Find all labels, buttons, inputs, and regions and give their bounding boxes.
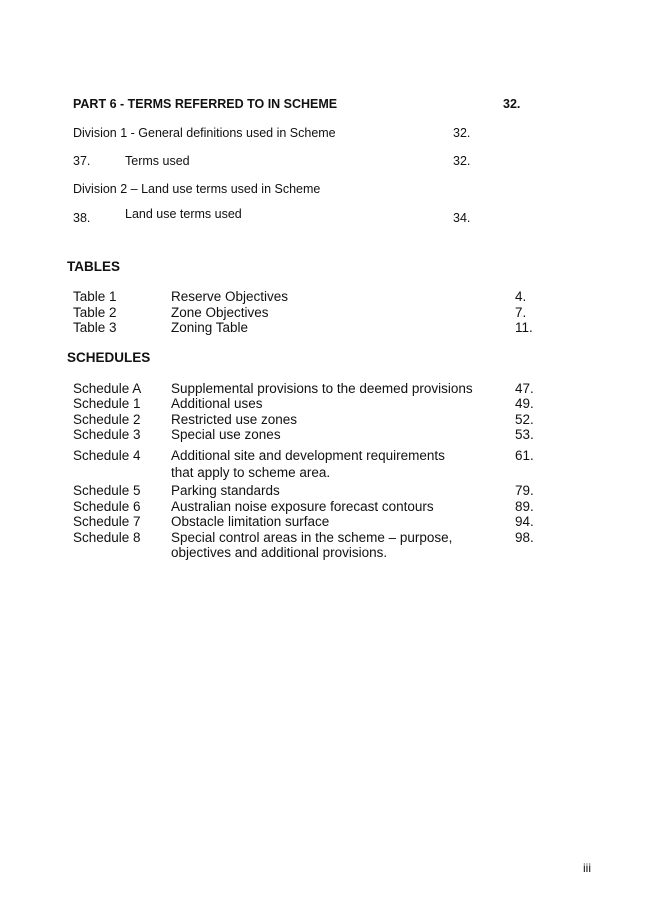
schedule-ref: Schedule 1 <box>73 396 141 411</box>
schedule-ref: Schedule 5 <box>73 483 141 498</box>
schedule-ref: Schedule 7 <box>73 514 141 529</box>
schedule-title: Restricted use zones <box>171 412 298 427</box>
schedule-page: 53. <box>515 427 534 442</box>
clause37-number: 37. <box>73 154 91 168</box>
table-title: Reserve Objectives <box>171 289 289 304</box>
schedule-ref: Schedule 2 <box>73 412 141 427</box>
schedule-page: 94. <box>515 514 534 529</box>
part-page-number: 32. <box>503 97 521 111</box>
schedule-title: Additional site and development requirements <box>171 448 445 463</box>
schedule-title-continued: objectives and additional provisions. <box>171 545 388 560</box>
schedule-title: Australian noise exposure forecast contours <box>171 499 434 514</box>
clause38-label: Land use terms used <box>125 207 242 221</box>
schedule-title-continued: that apply to scheme area. <box>171 465 331 480</box>
clause38-page: 34. <box>453 211 471 225</box>
schedule-ref: Schedule 3 <box>73 427 141 442</box>
tables-heading: TABLES <box>67 259 120 274</box>
table-title: Zoning Table <box>171 320 249 335</box>
table-page: 11. <box>515 320 533 335</box>
page-number: iii <box>583 861 591 875</box>
division2-label: Division 2 – Land use terms used in Scheme <box>73 182 321 196</box>
clause37-page: 32. <box>453 154 471 168</box>
schedule-title: Parking standards <box>171 483 280 498</box>
schedule-title: Special use zones <box>171 427 281 442</box>
clause37-label: Terms used <box>125 154 190 168</box>
schedules-heading: SCHEDULES <box>67 350 151 365</box>
schedule-page: 52. <box>515 412 534 427</box>
schedule-page: 98. <box>515 530 534 545</box>
schedule-page: 61. <box>515 448 534 463</box>
schedule-page: 89. <box>515 499 534 514</box>
schedule-title: Supplemental provisions to the deemed provisions <box>171 381 473 396</box>
division1-page: 32. <box>453 126 471 140</box>
table-page: 7. <box>515 305 527 320</box>
table-ref: Table 3 <box>73 320 117 335</box>
table-title: Zone Objectives <box>171 305 269 320</box>
clause38-number: 38. <box>73 211 91 225</box>
part-title: PART 6 - TERMS REFERRED TO IN SCHEME <box>73 97 338 111</box>
schedule-title: Special control areas in the scheme – purpose, <box>171 530 453 545</box>
table-ref: Table 2 <box>73 305 117 320</box>
table-page: 4. <box>515 289 527 304</box>
schedule-title: Additional uses <box>171 396 263 411</box>
division1-label: Division 1 - General definitions used in Scheme <box>73 126 336 140</box>
schedule-ref: Schedule 4 <box>73 448 141 463</box>
schedule-ref: Schedule 6 <box>73 499 141 514</box>
schedule-title: Obstacle limitation surface <box>171 514 330 529</box>
table-ref: Table 1 <box>73 289 117 304</box>
schedule-ref: Schedule A <box>73 381 142 396</box>
schedule-page: 79. <box>515 483 534 498</box>
schedule-page: 47. <box>515 381 534 396</box>
schedule-ref: Schedule 8 <box>73 530 141 545</box>
schedule-page: 49. <box>515 396 534 411</box>
